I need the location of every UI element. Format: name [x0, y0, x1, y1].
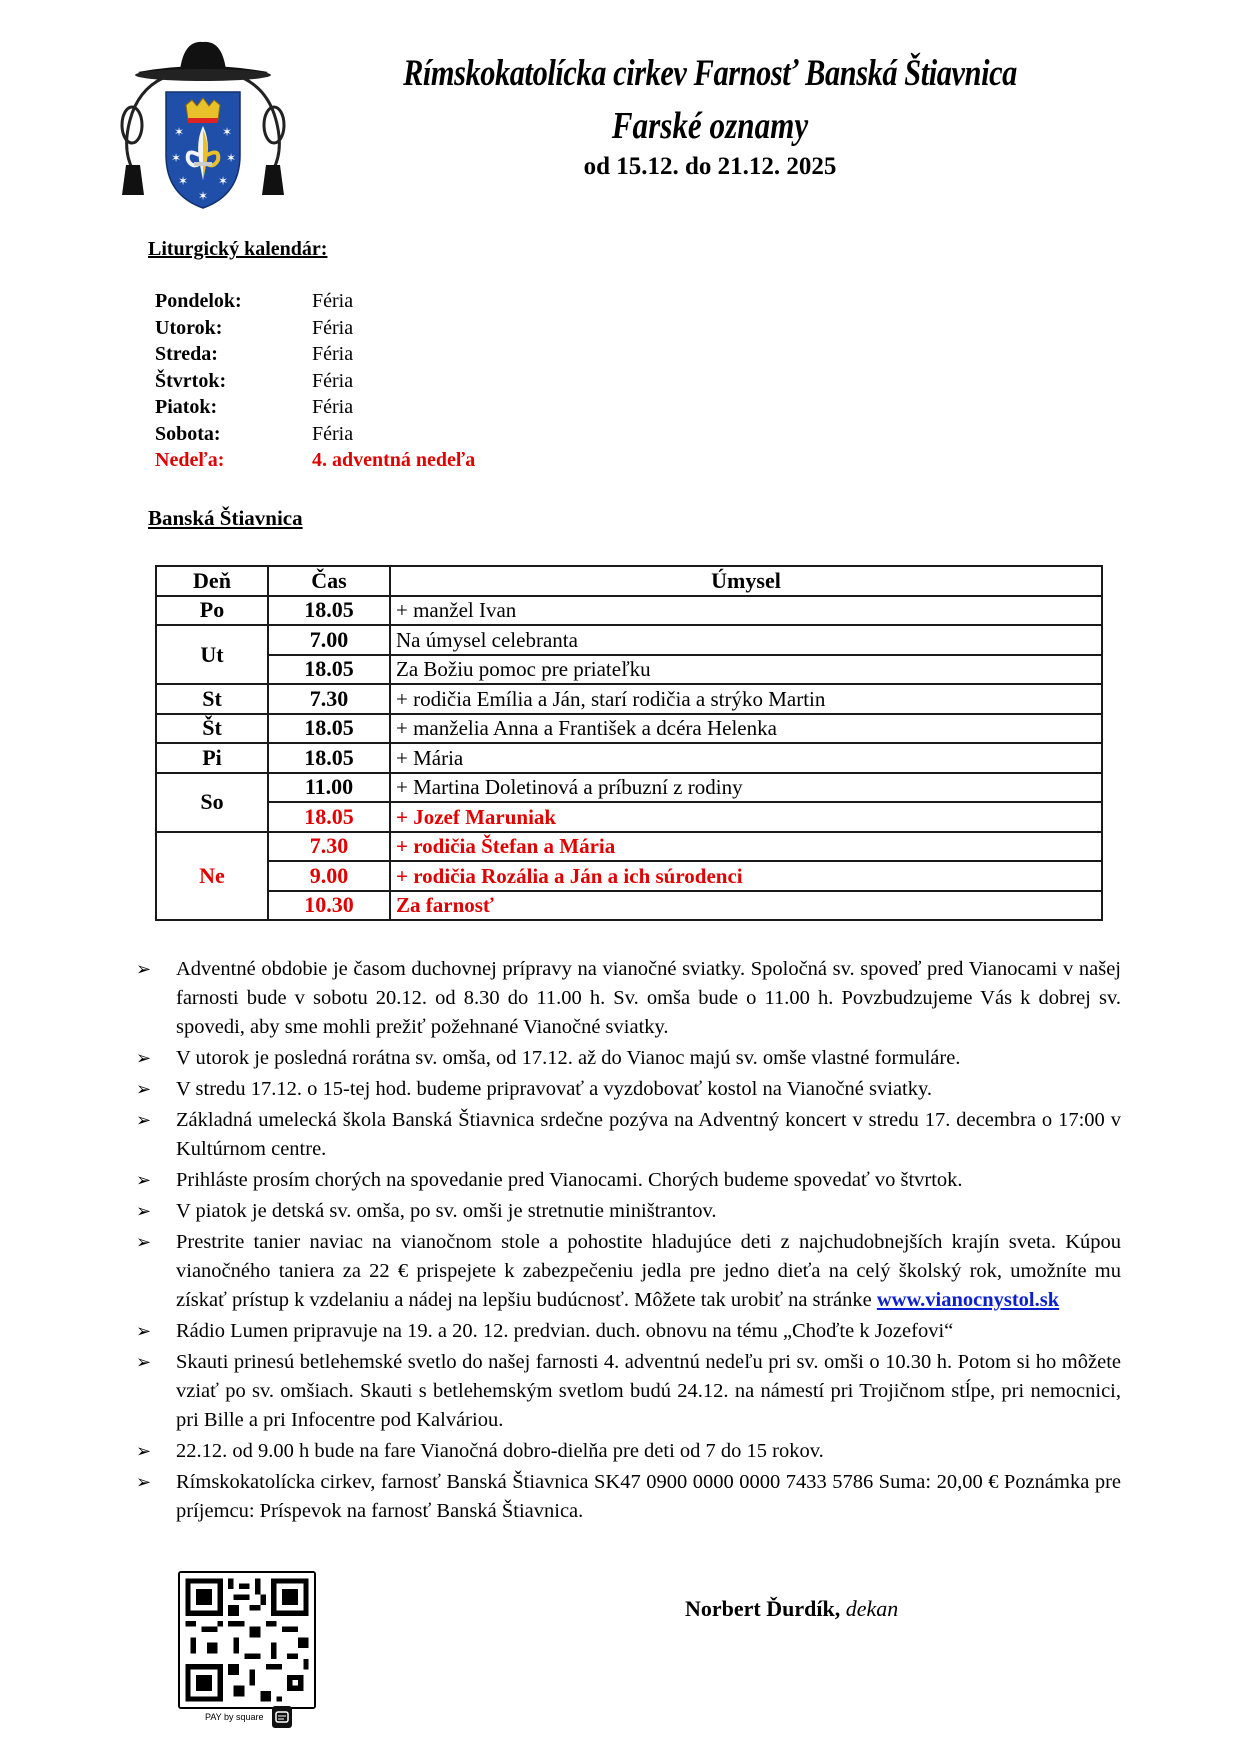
- announcement-item: [136, 1468, 1121, 1526]
- liturgical-day-row: [155, 288, 475, 315]
- parish-crest-icon: [108, 30, 298, 210]
- arrow-bullet-icon: ➢: [136, 1170, 152, 1190]
- day-cell: Pi: [156, 743, 268, 773]
- day-label: Nedeľa:: [155, 449, 225, 471]
- arrow-bullet-icon: ➢: [136, 959, 152, 979]
- day-value: Féria: [312, 369, 354, 392]
- intention-cell: + rodičia Štefan a Mária: [390, 832, 1102, 862]
- day-cell: Ut: [156, 625, 268, 684]
- arrow-bullet-icon: ➢: [136, 1048, 152, 1068]
- announcement-text: Prestrite tanier naviac na vianočnom stole a pohostite hladujúce deti z najchudobnejších krajín sveta. Kúpou vianočného taniera za 22 € prispejete k zabezpečeniu jedla pre jedno dieťa na celý školský rok, umožníte mu získať prístup k vzdelaniu a nádej na lepšiu budúcnosť. Môžete tak urobiť na stránke: [176, 1231, 1121, 1311]
- intention-cell: + manžel Ivan: [390, 596, 1102, 626]
- header: [320, 52, 1100, 182]
- table-row: [156, 596, 1102, 626]
- time-cell: 18.05: [268, 714, 390, 744]
- svg-text:✶: ✶: [198, 189, 209, 203]
- day-label: Piatok:: [155, 396, 218, 418]
- intention-cell: + Jozef Maruniak: [390, 802, 1102, 832]
- time-cell: 18.05: [268, 596, 390, 626]
- table-row: [156, 625, 1102, 655]
- mass-schedule-table: [155, 565, 1103, 921]
- day-cell: St: [156, 684, 268, 714]
- schedule-heading: Banská Štiavnica: [148, 506, 303, 530]
- svg-text:✶: ✶: [171, 151, 182, 165]
- intention-cell: + Mária: [390, 743, 1102, 773]
- announcement-text: Rádio Lumen pripravuje na 19. a 20. 12. predvian. duch. obnovu na tému „Choďte k Jozefovi“: [176, 1320, 954, 1342]
- intention-cell: Za farnosť: [390, 891, 1102, 921]
- table-row: [156, 773, 1102, 803]
- announcement-text: V piatok je detská sv. omša, po sv. omši je stretnutie miništrantov.: [176, 1200, 717, 1222]
- column-header-day: Deň: [156, 566, 268, 596]
- announcement-text: Adventné obdobie je časom duchovnej prípravy na vianočné sviatky. Spoločná sv. spoveď pred Vianocami v našej farnosti bude v sobotu 20.12. od 8.30 do 11.00 h. Sv. omša bude o 11.00 h. Povzbudzujeme Vás k dobrej sv. spovedi, aby sme mohli prežiť požehnané Vianočné sviatky.: [176, 958, 1121, 1038]
- liturgical-day-row: [155, 341, 475, 368]
- signature-name: Norbert Ďurdík,: [685, 1596, 841, 1621]
- announcement-text: 22.12. od 9.00 h bude na fare Vianočná dobro-dielňa pre deti od 7 do 15 rokov.: [176, 1440, 824, 1462]
- intention-cell: Za Božiu pomoc pre priateľku: [390, 655, 1102, 685]
- announcement-item: [136, 1437, 1121, 1466]
- signature: [685, 1596, 898, 1622]
- column-header-intention: Úmysel: [390, 566, 1102, 596]
- day-cell: So: [156, 773, 268, 832]
- arrow-bullet-icon: ➢: [136, 1352, 152, 1372]
- table-row-highlighted: [156, 861, 1102, 891]
- arrow-bullet-icon: ➢: [136, 1441, 152, 1461]
- day-cell: Št: [156, 714, 268, 744]
- arrow-bullet-icon: ➢: [136, 1232, 152, 1252]
- arrow-bullet-icon: ➢: [136, 1079, 152, 1099]
- time-cell: 18.05: [268, 655, 390, 685]
- qr-caption-text: PAY by square: [205, 1712, 264, 1722]
- table-row: [156, 684, 1102, 714]
- table-row: [156, 714, 1102, 744]
- table-row: [156, 743, 1102, 773]
- announcement-item: [136, 1348, 1121, 1435]
- announcement-item: [136, 1317, 1121, 1346]
- day-label: Sobota:: [155, 422, 221, 445]
- pay-by-square-label: [205, 1706, 292, 1728]
- liturgical-day-row-sunday: [155, 447, 475, 474]
- day-value: Féria: [312, 343, 354, 365]
- liturgical-day-row: [155, 421, 475, 448]
- svg-text:✶: ✶: [222, 125, 233, 139]
- time-cell: 7.00: [268, 625, 390, 655]
- announcements-list: [136, 955, 1121, 1528]
- arrow-bullet-icon: ➢: [136, 1321, 152, 1341]
- day-value: Féria: [312, 422, 354, 445]
- liturgical-day-row: [155, 315, 475, 342]
- signature-role: dekan: [845, 1596, 899, 1621]
- announcement-text: Prihláste prosím chorých na spovedanie pred Vianocami. Chorých budeme spovedať vo štvrtok.: [176, 1169, 963, 1191]
- announcement-item: [136, 1075, 1121, 1104]
- time-cell: 7.30: [268, 684, 390, 714]
- svg-text:✶: ✶: [226, 151, 237, 165]
- time-cell: 11.00: [268, 773, 390, 803]
- announcement-item: [136, 1166, 1121, 1195]
- day-cell: Po: [156, 596, 268, 626]
- day-value: Féria: [312, 316, 354, 339]
- time-cell: 9.00: [268, 861, 390, 891]
- page-title: Rímskokatolícka cirkev Farnosť Banská Štiavnica: [403, 53, 1017, 94]
- svg-text:✶: ✶: [178, 174, 189, 188]
- liturgical-calendar-list: [155, 288, 475, 474]
- announcement-text: V stredu 17.12. o 15-tej hod. budeme pripravovať a vyzdobovať kostol na Vianočné sviatky.: [176, 1078, 933, 1100]
- arrow-bullet-icon: ➢: [136, 1472, 152, 1492]
- announcement-item: [136, 1197, 1121, 1226]
- day-label: Streda:: [155, 343, 218, 365]
- table-row-highlighted: [156, 802, 1102, 832]
- announcement-text: Základná umelecká škola Banská Štiavnica srdečne pozýva na Adventný koncert v stredu 17. decembra o 17:00 v Kultúrnom centre.: [176, 1109, 1121, 1160]
- pay-by-square-icon: [272, 1706, 292, 1728]
- day-cell: Ne: [156, 832, 268, 921]
- day-value: Féria: [312, 290, 354, 312]
- announcement-text-with-link: [176, 1228, 1121, 1315]
- announcement-text: Rímskokatolícka cirkev, farnosť Banská Štiavnica SK47 0900 0000 0000 7433 5786 Suma: 20,00 € Poznámka pre príjemcu: Príspevok na farnosť Banská Štiavnica.: [176, 1471, 1121, 1522]
- svg-text:✶: ✶: [218, 174, 229, 188]
- intention-cell: + manželia Anna a František a dcéra Helenka: [390, 714, 1102, 744]
- intention-cell: Na úmysel celebranta: [390, 625, 1102, 655]
- table-row-highlighted: [156, 891, 1102, 921]
- date-range: od 15.12. do 21.12. 2025: [583, 153, 837, 180]
- arrow-bullet-icon: ➢: [136, 1110, 152, 1130]
- intention-cell: + rodičia Rozália a Ján a ich súrodenci: [390, 861, 1102, 891]
- day-label: Štvrtok:: [155, 369, 227, 392]
- liturgical-day-row: [155, 394, 475, 421]
- page-subtitle: Farské oznamy: [611, 105, 809, 147]
- column-header-time: Čas: [268, 566, 390, 596]
- svg-text:✶: ✶: [174, 125, 185, 139]
- intention-cell: + rodičia Emília a Ján, starí rodičia a strýko Martin: [390, 684, 1102, 714]
- intention-cell: + Martina Doletinová a príbuzní z rodiny: [390, 773, 1102, 803]
- announcement-item: [136, 1044, 1121, 1073]
- liturgical-day-row: [155, 368, 475, 395]
- time-cell: 10.30: [268, 891, 390, 921]
- payment-qr-code[interactable]: [178, 1571, 316, 1709]
- vianocnystol-link[interactable]: www.vianocnystol.sk: [876, 1289, 1060, 1311]
- day-label: Pondelok:: [155, 290, 242, 312]
- table-row-highlighted: [156, 832, 1102, 862]
- day-label: Utorok:: [155, 316, 223, 339]
- time-cell: 18.05: [268, 802, 390, 832]
- arrow-bullet-icon: ➢: [136, 1201, 152, 1221]
- announcement-text: V utorok je posledná rorátna sv. omša, od 17.12. až do Vianoc majú sv. omše vlastné formuláre.: [176, 1047, 961, 1069]
- announcement-item: [136, 955, 1121, 1042]
- liturgical-calendar-heading: Liturgický kalendár:: [148, 238, 328, 260]
- time-cell: 18.05: [268, 743, 390, 773]
- announcement-item: [136, 1106, 1121, 1164]
- day-value: Féria: [312, 396, 354, 418]
- table-header-row: [156, 566, 1102, 596]
- announcement-item: [136, 1228, 1121, 1315]
- day-value: 4. adventná nedeľa: [312, 449, 476, 471]
- time-cell: 7.30: [268, 832, 390, 862]
- table-row: [156, 655, 1102, 685]
- announcement-text: Skauti prinesú betlehemské svetlo do našej farnosti 4. adventnú nedeľu pri sv. omši o 10.30 h. Potom si ho môžete vziať po sv. omšiach. Skauti s betlehemským svetlom budú 24.12. na námestí pri Trojičnom stĺpe, pri nemocnici, pri Bille a pri Infocentre pod Kalváriou.: [176, 1351, 1121, 1431]
